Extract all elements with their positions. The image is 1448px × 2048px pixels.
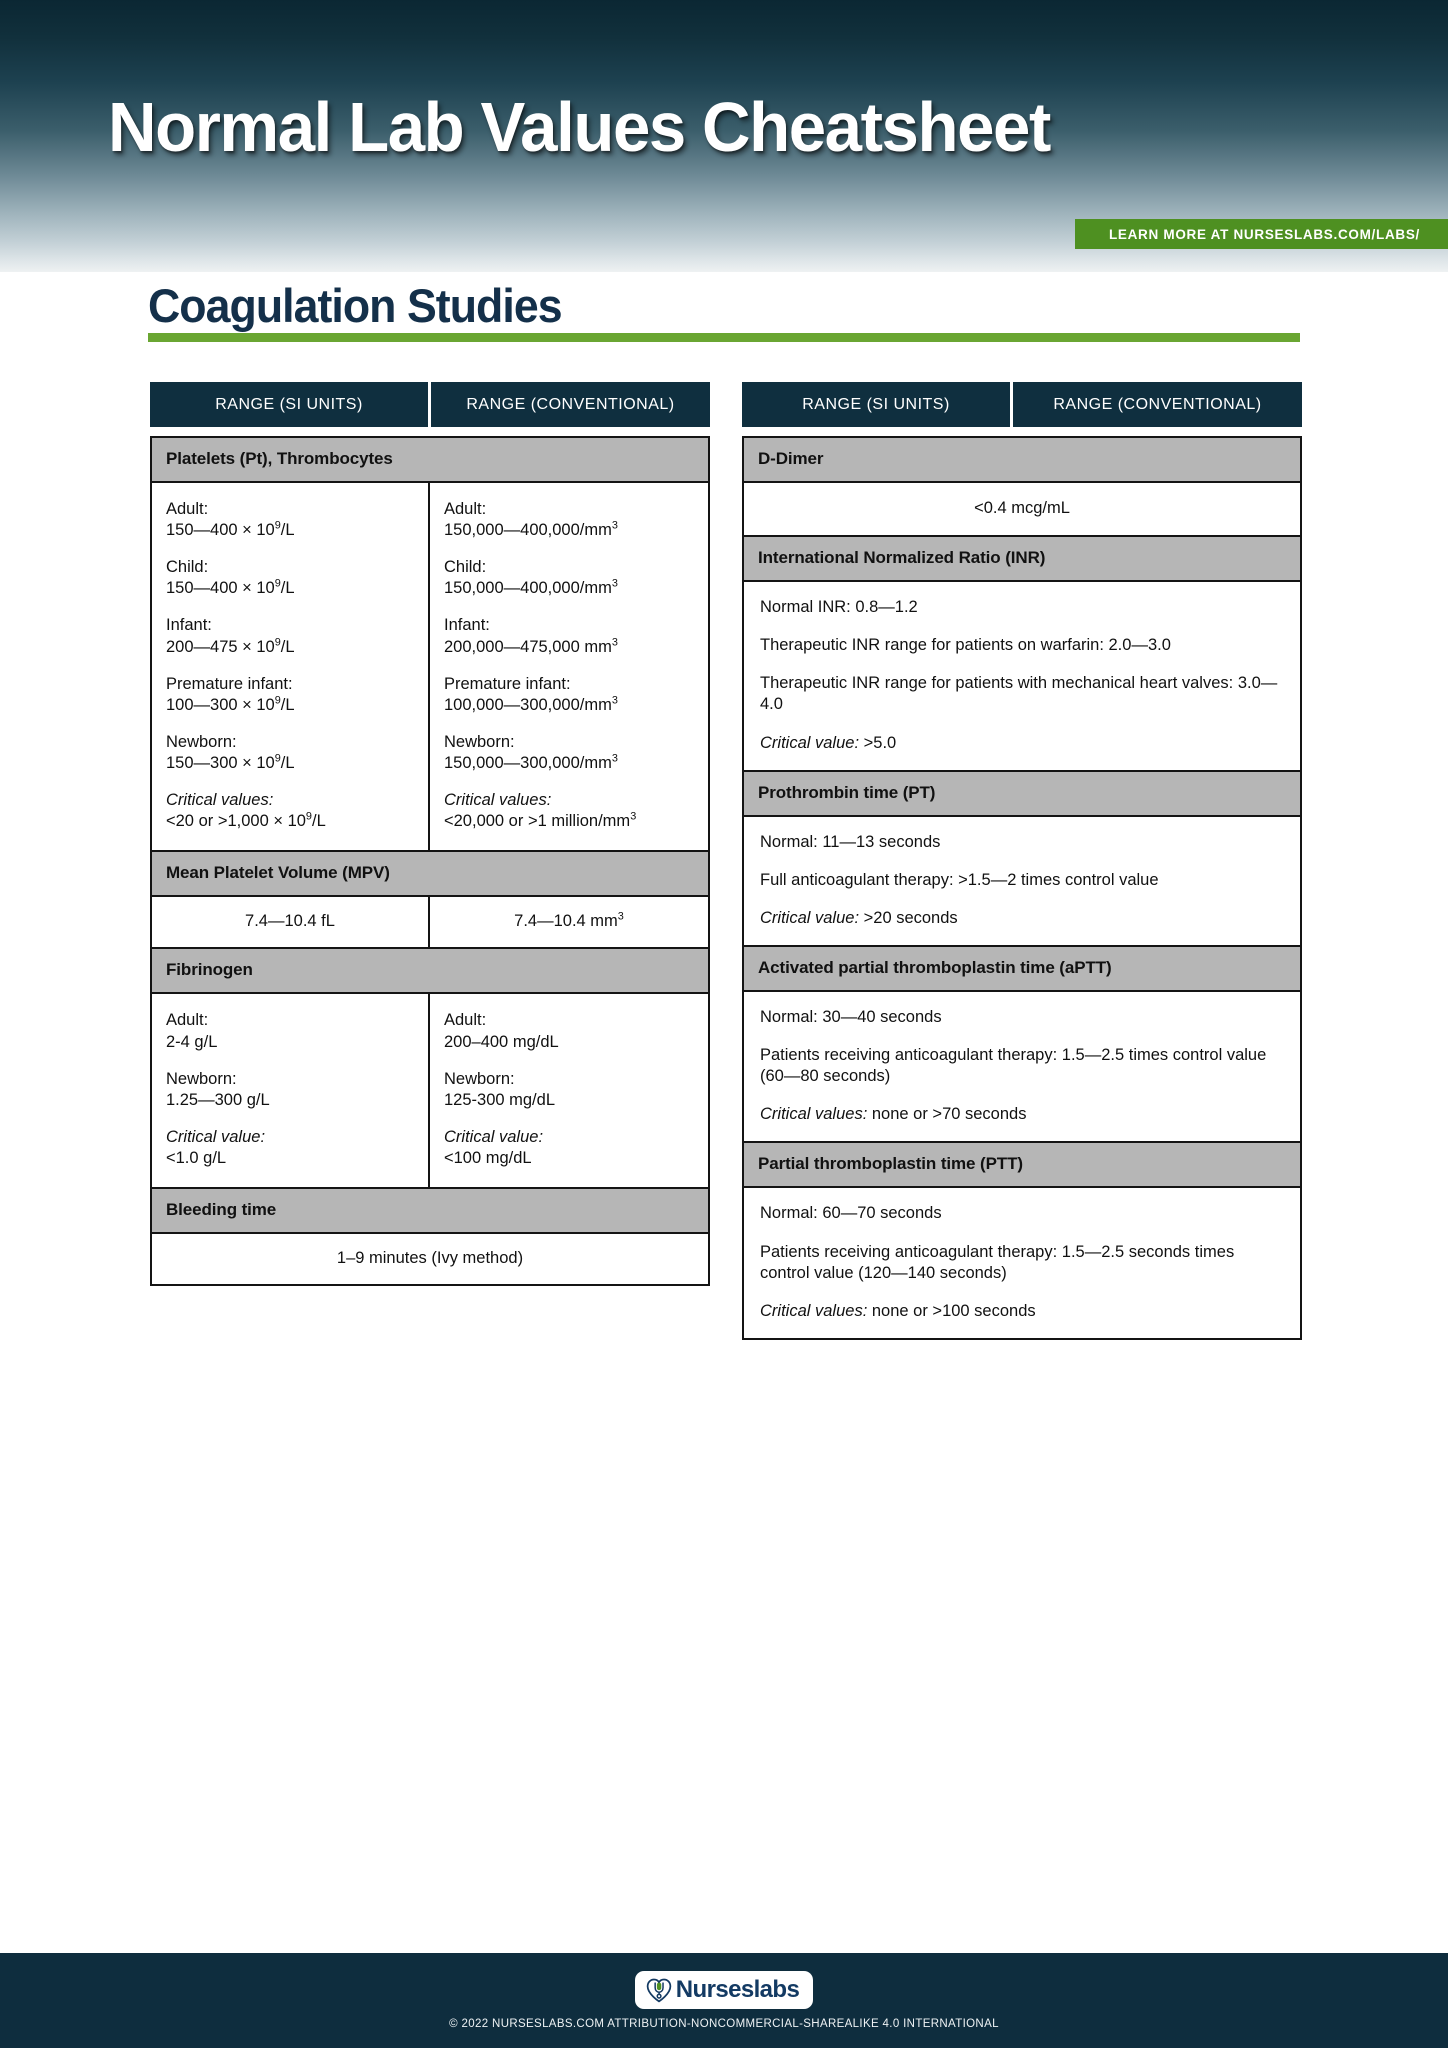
fibrinogen-conv-adult: Adult: 200–400 mg/dL: [444, 1011, 559, 1051]
tables-container: [150, 382, 1302, 1340]
inr-critical: Critical value: >5.0: [760, 733, 897, 752]
pt-normal: Normal: 11—13 seconds: [760, 832, 941, 851]
mpv-si-value: 7.4—10.4 fL: [245, 912, 335, 931]
aptt-critical: Critical values: none or >70 seconds: [760, 1105, 1027, 1124]
group-header-platelets: Platelets (Pt), Thrombocytes: [152, 438, 708, 483]
section-title-rule: [148, 333, 1300, 342]
group-header-inr: International Normalized Ratio (INR): [744, 537, 1300, 582]
header-range-si: RANGE (SI UNITS): [150, 382, 428, 427]
ptt-detail-cell: [744, 1188, 1300, 1337]
fibrinogen-conv-cell: [430, 994, 708, 1187]
page-footer: [0, 1953, 1448, 2048]
learn-more-domain: NURSESLABS.COM/LABS/: [1233, 226, 1420, 242]
right-table-column: [742, 382, 1302, 1340]
bleeding-time-value-cell: 1–9 minutes (Ivy method): [336, 1249, 524, 1268]
footer-copyright: © 2022 NURSESLABS.COM ATTRIBUTION-NONCOMMERCIAL-SHAREALIKE 4.0 INTERNATIONAL: [449, 2018, 999, 2030]
ptt-normal: Normal: 60—70 seconds: [760, 1204, 942, 1223]
platelets-conv-cell: [430, 483, 708, 850]
pt-full-anticoagulant: Full anticoagulant therapy: >1.5—2 times control value: [760, 870, 1159, 889]
inr-normal: Normal INR: 0.8—1.2: [760, 598, 918, 617]
platelets-conv-adult: Adult: $150,000—400,000/mm^3$: [444, 500, 618, 540]
d-dimer-value-cell: <0.4 mcg/mL: [974, 499, 1070, 517]
group-header-ptt: Partial thromboplastin time (PTT): [744, 1143, 1300, 1188]
right-table: [742, 436, 1302, 1340]
pt-critical: Critical value: >20 seconds: [760, 908, 958, 927]
group-header-fibrinogen: Fibrinogen: [152, 949, 708, 994]
section-heading-block: [148, 279, 1300, 342]
fibrinogen-conv-critical: Critical value: <100 mg/dL: [444, 1127, 544, 1167]
learn-more-label: [1109, 227, 1420, 242]
mpv-si-cell: [152, 897, 430, 947]
table-row: [744, 817, 1300, 947]
left-table-header-row: [150, 382, 710, 427]
group-header-d-dimer: D-Dimer: [744, 438, 1300, 483]
platelets-conv-infant: Infant: 200,000—475,000 $mm^3$: [444, 616, 618, 656]
nurseslabs-logo[interactable]: [635, 1971, 813, 2009]
inr-mechanical-valves: Therapeutic INR range for patients with mechanical heart valves: 3.0—4.0: [760, 674, 1278, 714]
fibrinogen-conv-newborn: Newborn: 125-300 mg/dL: [444, 1069, 555, 1109]
platelets-si-critical: Critical values: <20 or $>1,000 \times 10^9/L$: [166, 791, 326, 831]
learn-more-banner[interactable]: [1075, 219, 1448, 249]
table-row: [744, 483, 1300, 537]
header-range-si: RANGE (SI UNITS): [742, 382, 1010, 427]
platelets-conv-critical: Critical values: <20,000 or >1 million/$mm^3$: [444, 791, 637, 831]
fibrinogen-si-critical: Critical value: <1.0 g/L: [166, 1127, 266, 1167]
fibrinogen-si-cell: [152, 994, 430, 1187]
platelets-conv-newborn: Newborn: $150,000—300,000/mm^3$: [444, 732, 618, 772]
platelets-conv-child: Child: $150,000—400,000/mm^3$: [444, 558, 618, 598]
nurseslabs-wordmark: Nurseslabs: [675, 1976, 800, 2003]
group-header-bleeding-time: Bleeding time: [152, 1189, 708, 1234]
table-row: [152, 994, 708, 1189]
platelets-si-cell: [152, 483, 430, 850]
table-row: [152, 1234, 708, 1284]
platelets-si-premature: Premature infant: 100—300 × $10^9/L$: [166, 674, 295, 714]
section-title: Coagulation Studies: [148, 279, 562, 332]
inr-detail-cell: [744, 582, 1300, 770]
table-row: [152, 483, 708, 852]
mpv-conv-cell: [430, 897, 708, 947]
table-row: [152, 897, 708, 949]
ptt-anticoagulant: Patients receiving anticoagulant therapy: 1.5—2.5 seconds times control value (120—140 seconds): [760, 1242, 1235, 1282]
page-header: [0, 0, 1448, 272]
platelets-conv-premature: Premature infant: $100,000—300,000/mm^3$: [444, 674, 618, 714]
left-table-column: [150, 382, 710, 1340]
table-row: [744, 992, 1300, 1143]
header-range-conventional: RANGE (CONVENTIONAL): [1013, 382, 1302, 427]
mpv-conv-value: 7.4—10.4 $mm^3$: [514, 910, 624, 931]
platelets-si-infant: Infant: 200—475 × $10^9/L$: [166, 616, 295, 656]
heart-stethoscope-icon: [645, 1976, 673, 2004]
page-title: Normal Lab Values Cheatsheet: [108, 88, 1050, 166]
fibrinogen-si-adult: Adult: 2-4 g/L: [166, 1011, 218, 1051]
left-table: [150, 436, 710, 1286]
platelets-si-child: Child: 150—400 × $10^9/L$: [166, 558, 295, 598]
ptt-critical: Critical values: none or >100 seconds: [760, 1301, 1036, 1320]
header-range-conventional: RANGE (CONVENTIONAL): [431, 382, 710, 427]
pt-detail-cell: [744, 817, 1300, 945]
group-header-pt: Prothrombin time (PT): [744, 772, 1300, 817]
platelets-si-newborn: Newborn: 150—300 × $10^9/L$: [166, 732, 295, 772]
table-row: [744, 582, 1300, 772]
right-table-header-row: [742, 382, 1302, 427]
fibrinogen-si-newborn: Newborn: 1.25—300 g/L: [166, 1069, 270, 1109]
aptt-detail-cell: [744, 992, 1300, 1141]
group-header-mpv: Mean Platelet Volume (MPV): [152, 852, 708, 897]
inr-warfarin: Therapeutic INR range for patients on warfarin: 2.0—3.0: [760, 636, 1171, 655]
aptt-normal: Normal: 30—40 seconds: [760, 1007, 942, 1026]
group-header-aptt: Activated partial thromboplastin time (aPTT): [744, 947, 1300, 992]
aptt-anticoagulant: Patients receiving anticoagulant therapy: 1.5—2.5 times control value (60—80 seconds): [760, 1046, 1267, 1086]
table-row: [744, 1188, 1300, 1337]
platelets-si-adult: Adult: 150—400 × $10^9/L$: [166, 500, 295, 540]
learn-more-prefix: LEARN MORE AT: [1108, 226, 1234, 242]
